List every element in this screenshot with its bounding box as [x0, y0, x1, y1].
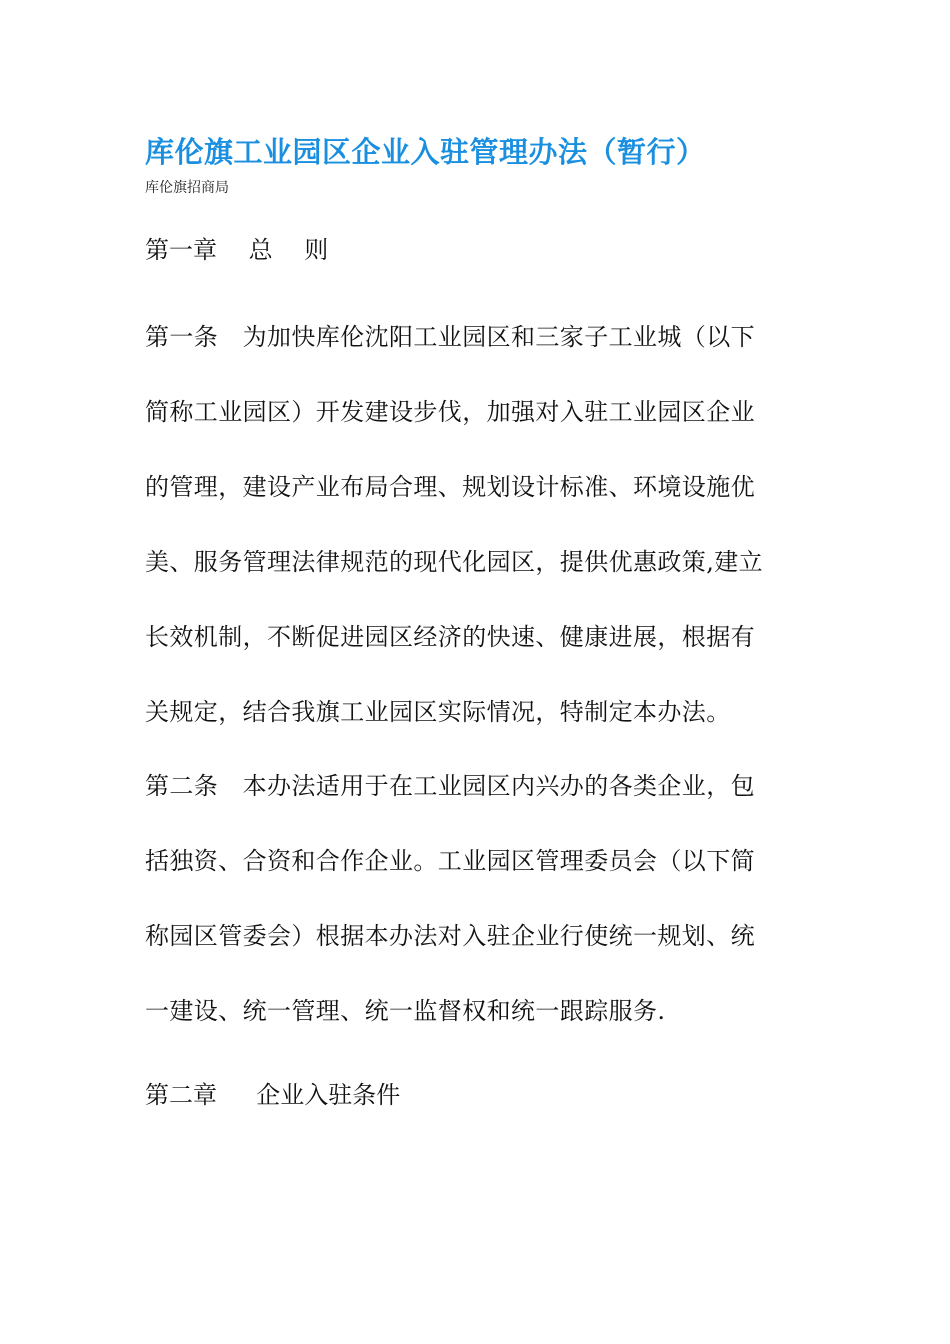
- chapter-heading-1: 第一章 总 则: [145, 236, 329, 264]
- article-1-line: 简称工业园区）开发建设步伐，加强对入驻工业园区企业: [145, 398, 755, 426]
- article-2-line: 第二条 本办法适用于在工业园区内兴办的各类企业，包: [145, 772, 755, 800]
- article-2-line: 称园区管委会）根据本办法对入驻企业行使统一规划、统: [145, 922, 755, 950]
- article-1-line: 的管理，建设产业布局合理、规划设计标准、环境设施优: [145, 473, 755, 501]
- article-1-line: 第一条 为加快库伦沈阳工业园区和三家子工业城（以下: [145, 323, 755, 351]
- article-1-line: 关规定，结合我旗工业园区实际情况，特制定本办法。: [145, 698, 731, 726]
- issuer-label: 库伦旗招商局: [145, 180, 229, 196]
- document-title: 库伦旗工业园区企业入驻管理办法（暂行）: [145, 135, 706, 169]
- article-2-line: 一建设、统一管理、统一监督权和统一跟踪服务.: [145, 997, 666, 1025]
- article-1-line: 美、服务管理法律规范的现代化园区，提供优惠政策,建立: [145, 548, 764, 576]
- article-1-line: 长效机制，不断促进园区经济的快速、健康进展，根据有: [145, 623, 755, 651]
- chapter-heading-2: 第二章 企业入驻条件: [145, 1081, 401, 1109]
- article-2-line: 括独资、合资和合作企业。工业园区管理委员会（以下简: [145, 847, 755, 875]
